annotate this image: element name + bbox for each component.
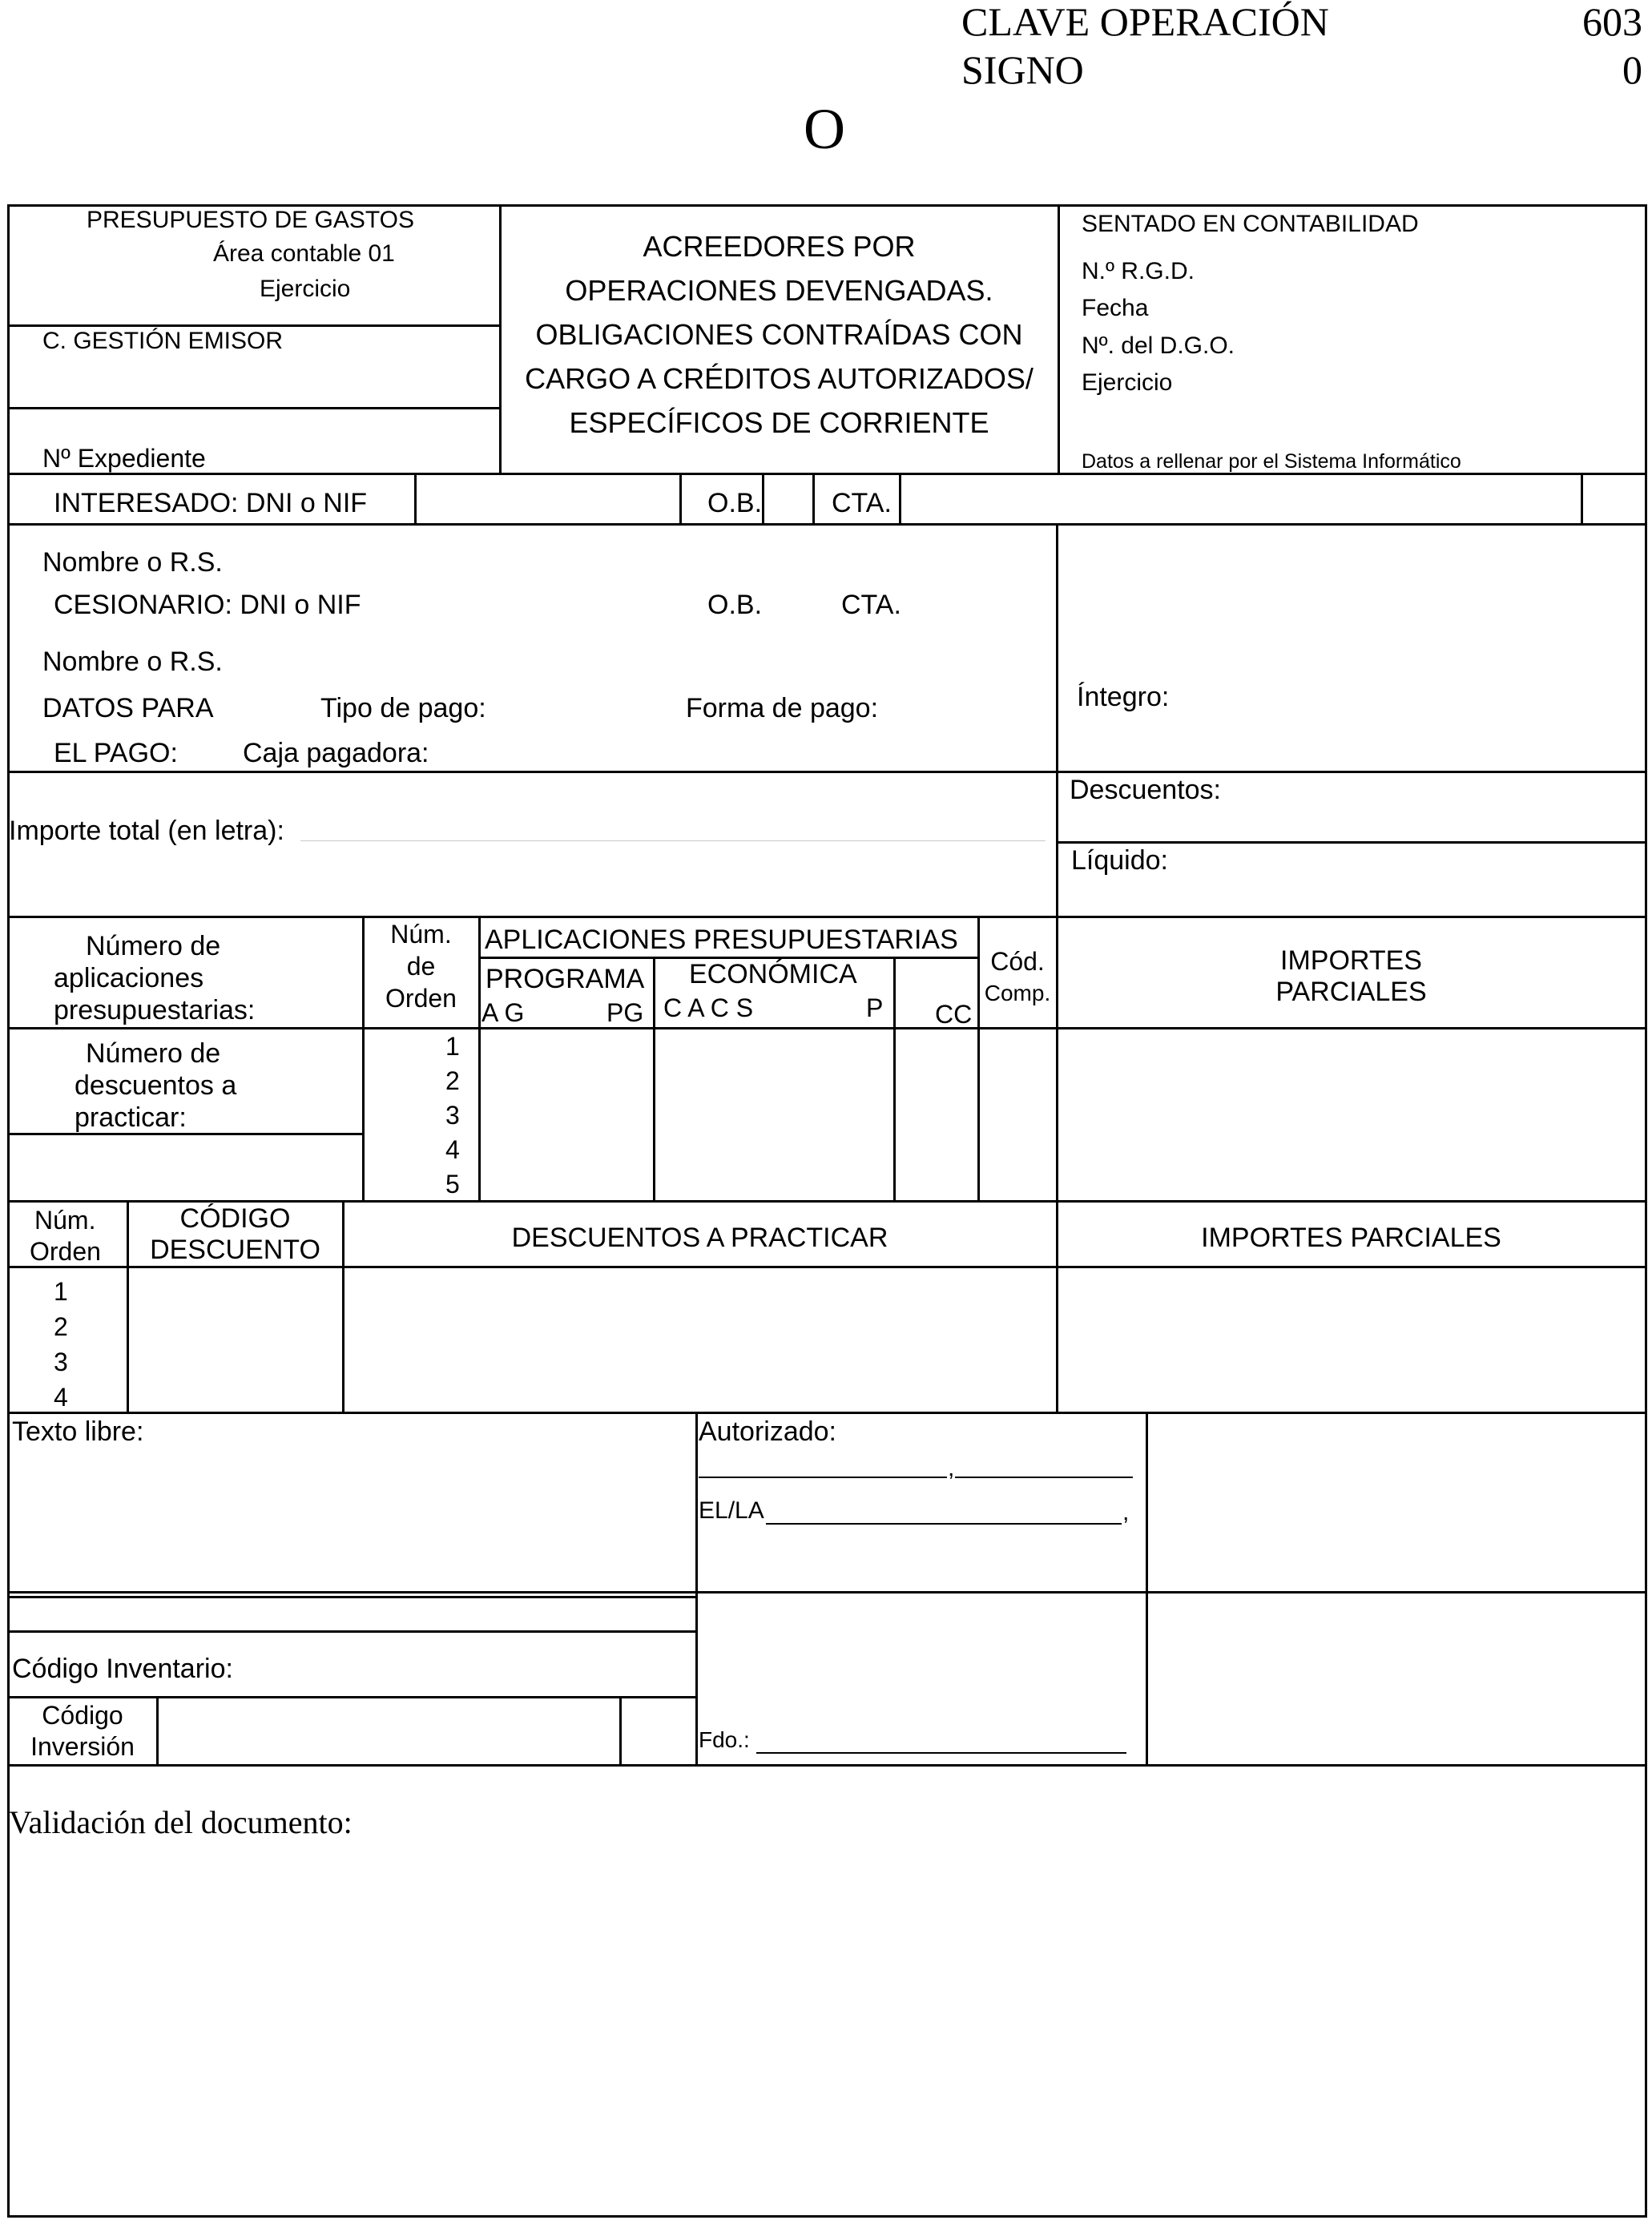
cesionario-nombre: Nombre o R.S.	[42, 647, 223, 677]
ag-label: A G	[481, 998, 525, 1027]
aplic-row-num: 1	[445, 1032, 460, 1061]
importes-parciales-line-1: IMPORTES	[1280, 945, 1422, 976]
datos-sistema: Datos a rellenar por el Sistema Informático	[1082, 450, 1461, 473]
cesionario-ob: O.B.	[707, 590, 763, 620]
forma-pago-label: Forma de pago:	[686, 693, 879, 723]
expediente-label: Nº Expediente	[42, 444, 206, 473]
interesado-label: INTERESADO: DNI o NIF	[54, 488, 368, 518]
fdo-label: Fdo.:	[699, 1727, 750, 1752]
divider	[7, 473, 1646, 475]
form-title-line-2: OPERACIONES DEVENGADAS.	[565, 274, 993, 307]
divider	[1056, 841, 1646, 844]
interesado-ob: O.B.	[707, 488, 763, 518]
num-orden-line-1: Núm.	[390, 920, 452, 949]
divider	[7, 523, 1646, 526]
divider	[7, 1412, 1646, 1414]
desc-row-num: 3	[54, 1348, 68, 1376]
divider	[7, 1630, 697, 1633]
aplic-row-num: 5	[445, 1170, 460, 1199]
clave-operacion-label: CLAVE OPERACIÓN	[961, 0, 1329, 44]
comp-label: Comp.	[984, 981, 1051, 1005]
divider	[7, 1266, 1646, 1268]
divider	[762, 473, 764, 525]
dgo-label: Nº. del D.G.O.	[1082, 332, 1235, 359]
num-orden-line-3: Orden	[385, 984, 457, 1013]
divider	[1058, 204, 1060, 474]
aplic-row-num: 4	[445, 1135, 460, 1164]
ejercicio-contable: Ejercicio	[1082, 369, 1173, 396]
datos-para-label: DATOS PARA	[42, 693, 214, 723]
descuentos-practicar-title: DESCUENTOS A PRACTICAR	[511, 1223, 888, 1253]
divider	[1146, 1412, 1148, 1766]
num-orden-line-2: de	[406, 952, 436, 981]
interesado-cta: CTA.	[832, 488, 892, 518]
divider	[7, 407, 501, 409]
divider	[812, 473, 815, 525]
form-title-line-4: CARGO A CRÉDITOS AUTORIZADOS/	[525, 362, 1034, 395]
num-descuentos-line-3: practicar:	[75, 1102, 187, 1133]
divider	[7, 1596, 697, 1598]
codigo-inversion-line-2: Inversión	[30, 1732, 135, 1761]
liquido-label: Líquido:	[1071, 845, 1168, 876]
cesionario-cta: CTA.	[841, 590, 901, 620]
gestion-emisor: C. GESTIÓN EMISOR	[42, 328, 284, 354]
codigo-inventario-label: Código Inventario:	[12, 1654, 233, 1684]
area-contable: Área contable 01	[213, 240, 395, 267]
pg-label: PG	[606, 998, 644, 1027]
divider	[7, 1696, 697, 1698]
descuentos-label: Descuentos:	[1070, 775, 1221, 805]
divider	[7, 1133, 364, 1135]
num-descuentos-line-2: descuentos a	[75, 1070, 237, 1101]
tipo-pago-label: Tipo de pago:	[320, 693, 486, 723]
aplic-row-num: 2	[445, 1066, 460, 1095]
p-label: P	[866, 993, 884, 1022]
autorizado-comma: ,	[948, 1455, 955, 1481]
num-aplicaciones-line-3: presupuestarias:	[54, 995, 256, 1025]
form-title-line-1: ACREEDORES POR	[643, 230, 916, 263]
autorizado-label: Autorizado:	[699, 1416, 836, 1447]
ejercicio-label: Ejercicio	[260, 276, 351, 302]
desc-row-num: 2	[54, 1312, 68, 1341]
el-la-line	[766, 1523, 1122, 1525]
presupuesto-gastos: PRESUPUESTO DE GASTOS	[87, 207, 414, 233]
divider	[653, 957, 655, 1202]
divider	[7, 1027, 1646, 1029]
rgd-label: N.º R.G.D.	[1082, 258, 1195, 284]
divider	[679, 473, 682, 525]
divider	[7, 1764, 1646, 1767]
clave-operacion-value: 603	[1582, 0, 1642, 44]
el-la-comma: ,	[1122, 1499, 1130, 1525]
codigo-descuento-line-2: DESCUENTO	[150, 1235, 320, 1265]
programa-label: PROGRAMA	[486, 964, 645, 994]
interesado-nombre: Nombre o R.S.	[42, 547, 223, 578]
importe-letra-line	[300, 840, 1046, 841]
descuentos-importes-parciales: IMPORTES PARCIALES	[1201, 1223, 1501, 1253]
divider	[7, 324, 501, 327]
signo-value: 0	[1622, 47, 1642, 92]
divider	[7, 916, 1646, 918]
cod-label: Cód.	[990, 947, 1045, 976]
desc-num-orden-line-1: Núm.	[34, 1206, 96, 1235]
texto-libre-label: Texto libre:	[12, 1416, 144, 1447]
num-aplicaciones-line-1: Número de	[86, 931, 221, 961]
codigo-descuento-line-1: CÓDIGO	[179, 1203, 291, 1234]
cesionario-label: CESIONARIO: DNI o NIF	[54, 590, 361, 620]
desc-num-orden-line-2: Orden	[30, 1237, 101, 1266]
economica-label: ECONÓMICA	[689, 959, 857, 989]
form-title-line-5: ESPECÍFICOS DE CORRIENTE	[569, 406, 989, 439]
sentado-contabilidad: SENTADO EN CONTABILIDAD	[1082, 211, 1419, 237]
codigo-inversion-line-1: Código	[42, 1701, 123, 1730]
el-pago-label: EL PAGO:	[54, 738, 178, 768]
aplicaciones-title: APLICACIONES PRESUPUESTARIAS	[485, 925, 958, 955]
autorizado-line-1	[699, 1477, 947, 1478]
el-la-label: EL/LA	[699, 1497, 764, 1524]
frame-left	[7, 204, 10, 2218]
aplic-row-num: 3	[445, 1101, 460, 1130]
integro-label: Íntegro:	[1077, 682, 1170, 712]
frame-bottom	[7, 2215, 1646, 2218]
form-title-line-3: OBLIGACIONES CONTRAÍDAS CON	[535, 318, 1023, 351]
divider	[1581, 473, 1583, 525]
signo-label: SIGNO	[961, 47, 1084, 92]
tipo-letter: O	[804, 97, 845, 161]
divider	[7, 771, 1646, 773]
num-descuentos-line-1: Número de	[86, 1038, 221, 1069]
divider	[414, 473, 417, 525]
frame-right	[1645, 204, 1647, 2218]
importe-letra-label: Importe total (en letra):	[9, 816, 284, 846]
validacion-label: Validación del documento:	[9, 1804, 353, 1840]
divider	[619, 1696, 622, 1766]
cacs-label: C A C S	[663, 993, 754, 1022]
fecha-label: Fecha	[1082, 295, 1149, 321]
divider	[893, 957, 896, 1202]
importes-parciales-line-2: PARCIALES	[1275, 977, 1427, 1007]
cc-label: CC	[935, 1000, 973, 1029]
divider	[7, 1200, 1646, 1203]
fdo-line	[756, 1752, 1126, 1754]
divider	[899, 473, 901, 525]
autorizado-line-2	[955, 1477, 1133, 1478]
caja-pagadora-label: Caja pagadora:	[243, 738, 429, 768]
divider	[7, 1591, 1646, 1593]
desc-row-num: 4	[54, 1383, 68, 1412]
divider	[695, 1412, 698, 1766]
num-aplicaciones-line-2: aplicaciones	[54, 963, 204, 993]
desc-row-num: 1	[54, 1277, 68, 1306]
divider	[156, 1696, 159, 1766]
